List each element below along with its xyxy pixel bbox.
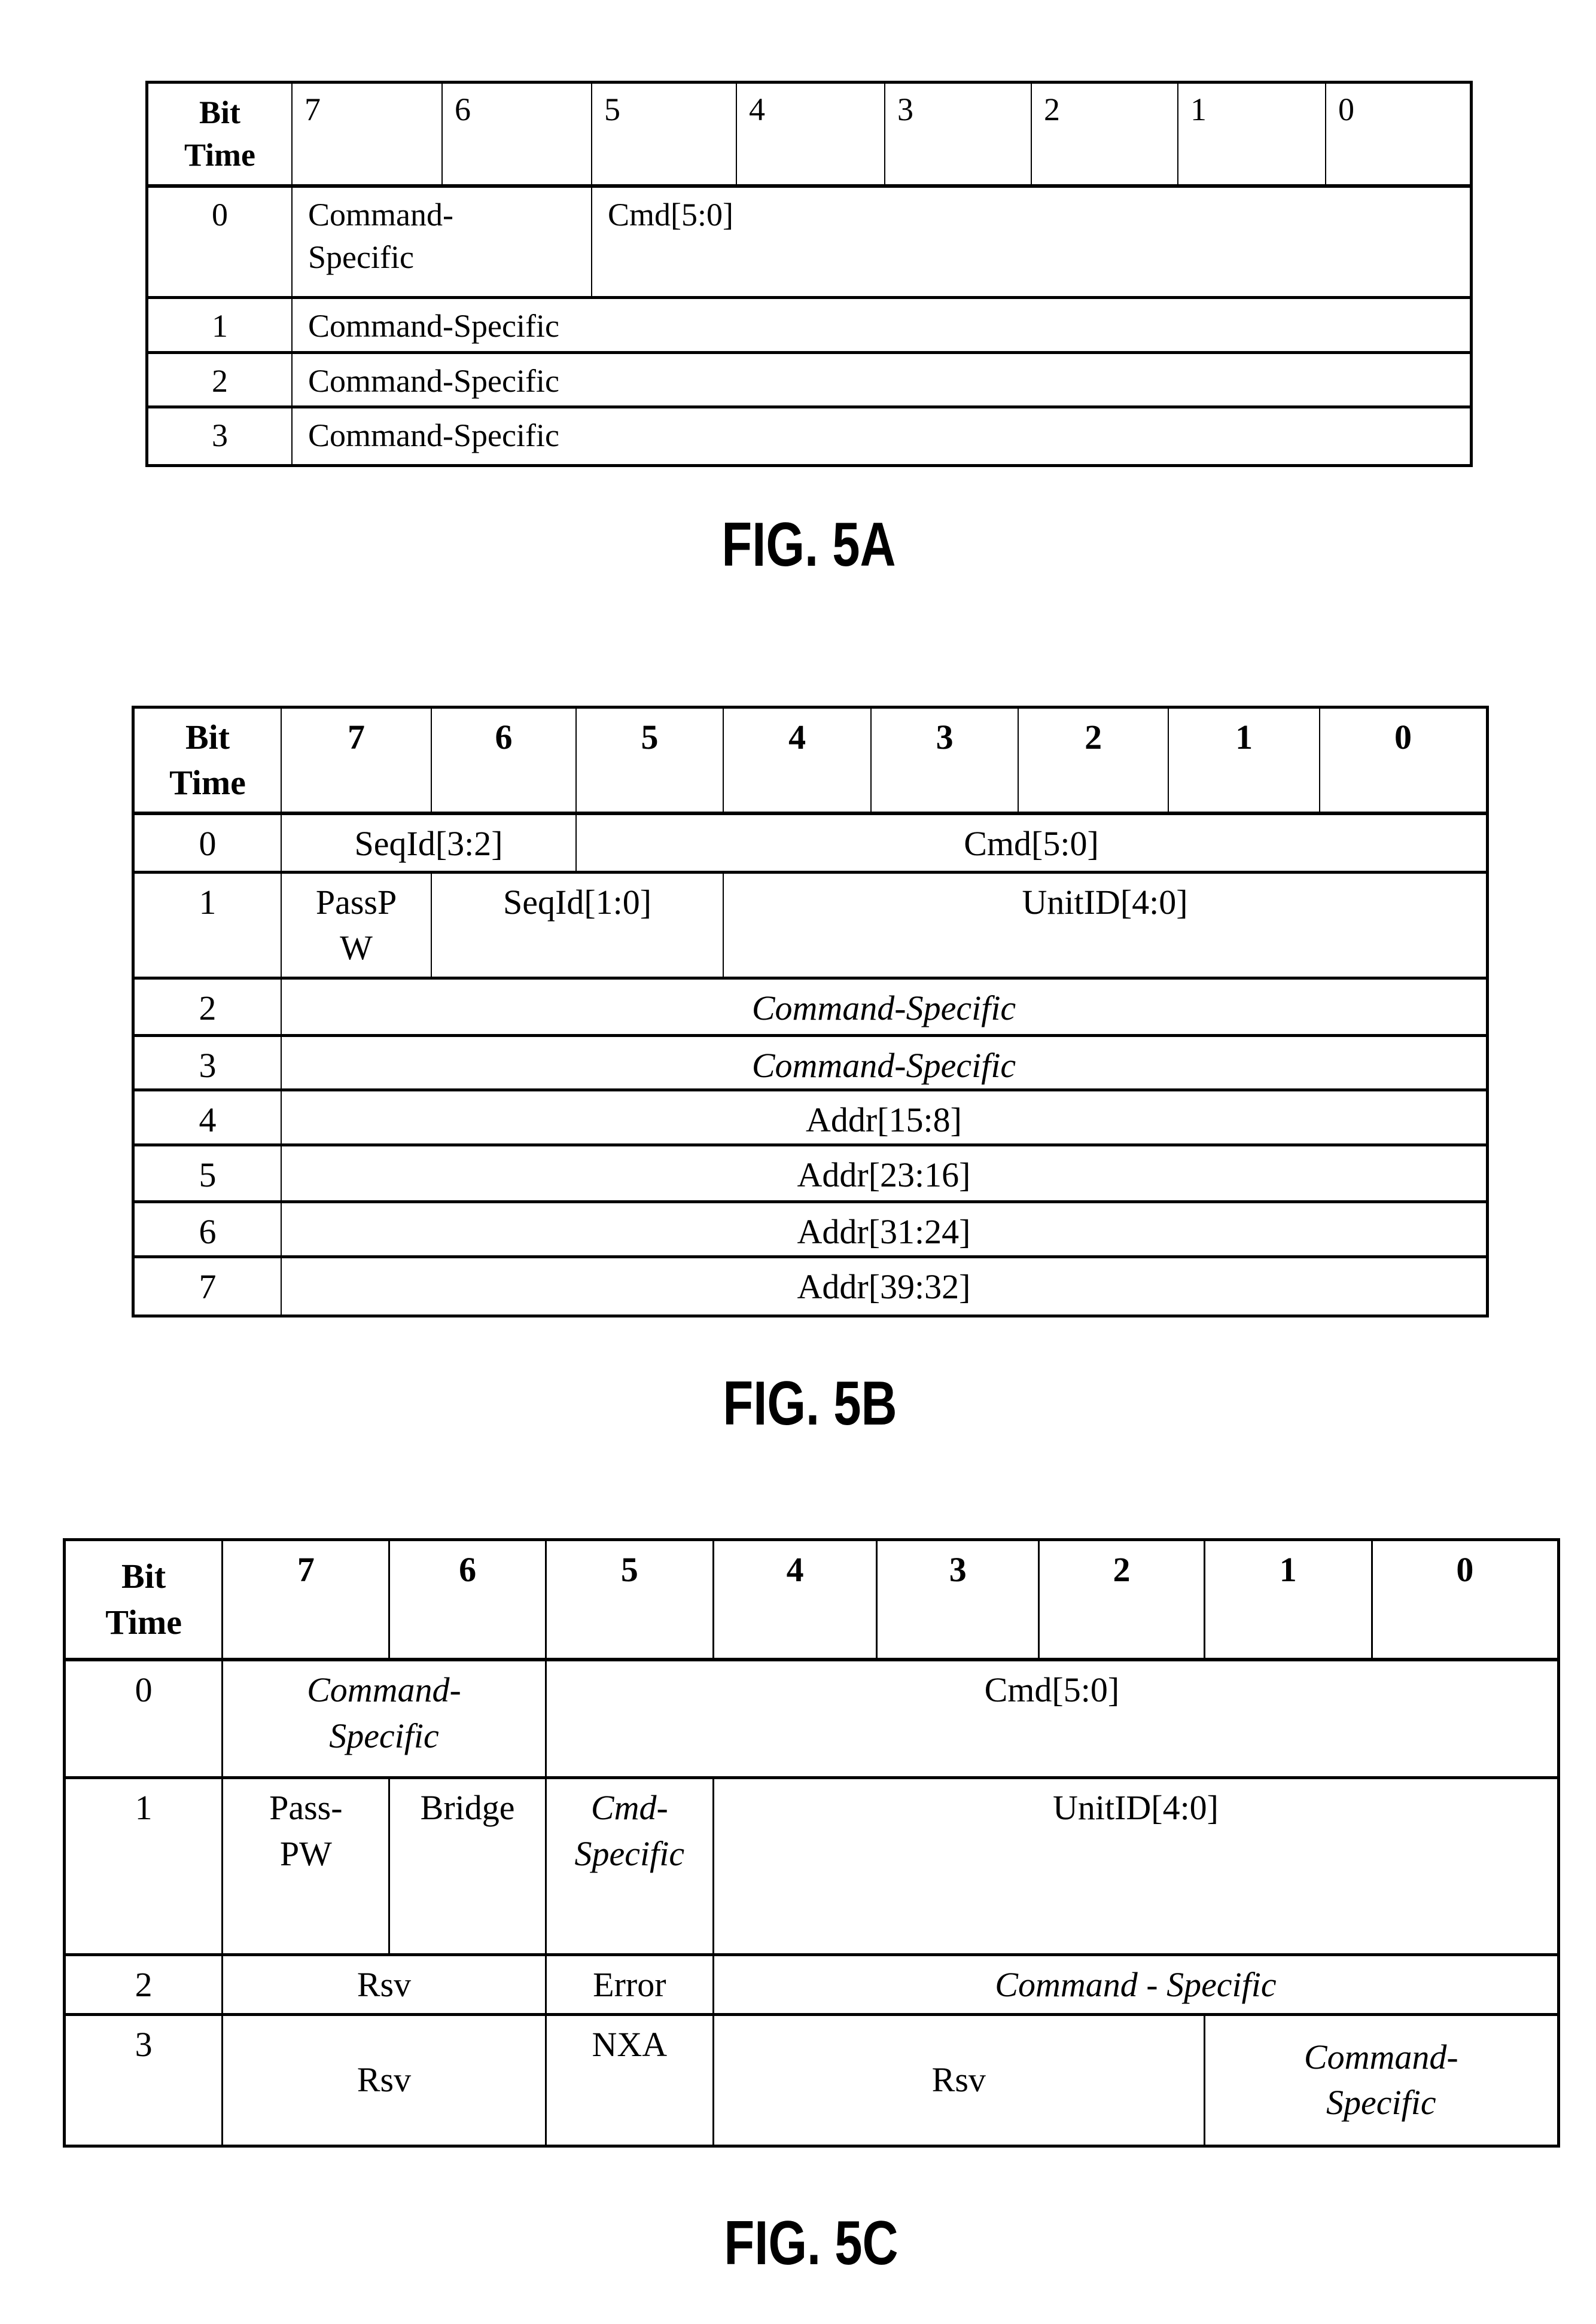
- bit-header-6: 6: [443, 84, 592, 188]
- bit-header-5: 5: [577, 709, 724, 815]
- field-cell: Addr[31:24]: [282, 1203, 1486, 1258]
- bit-time-value: 0: [148, 188, 293, 299]
- bit-time-value: 2: [135, 980, 282, 1037]
- bit-time-value: 2: [66, 1956, 223, 2016]
- field-cell: SeqId[3:2]: [282, 815, 577, 873]
- bit-time-value: 1: [148, 299, 293, 354]
- bit-header-7: 7: [223, 1541, 390, 1661]
- bit-header-0: 0: [1373, 1541, 1557, 1661]
- field-cell: UnitID[4:0]: [714, 1779, 1557, 1956]
- bit-header-2: 2: [1019, 709, 1169, 815]
- bit-time-header: Bit Time: [148, 84, 293, 188]
- bit-header-5: 5: [592, 84, 737, 188]
- field-cell: NXA: [547, 2016, 714, 2145]
- fig5b-table: [132, 706, 1489, 1317]
- field-cell: Command-Specific: [282, 980, 1486, 1037]
- bit-header-6: 6: [390, 1541, 546, 1661]
- bit-header-2: 2: [1032, 84, 1178, 188]
- field-cell: Rsv: [714, 2016, 1205, 2145]
- bit-header-4: 4: [714, 1541, 878, 1661]
- field-cell: Addr[15:8]: [282, 1091, 1486, 1146]
- field-cell: Rsv: [223, 1956, 546, 2016]
- bit-time-value: 2: [148, 354, 293, 409]
- bit-time-value: 7: [135, 1258, 282, 1315]
- bit-header-1: 1: [1178, 84, 1326, 188]
- bit-header-1: 1: [1205, 1541, 1373, 1661]
- field-cell: UnitID[4:0]: [724, 874, 1486, 980]
- bit-header-6: 6: [432, 709, 577, 815]
- figure-caption-5b: FIG. 5B: [723, 1369, 897, 1438]
- bit-time-value: 3: [148, 408, 293, 464]
- figure-caption-5c: FIG. 5C: [724, 2209, 898, 2278]
- field-cell: SeqId[1:0]: [432, 874, 724, 980]
- field-cell: Command-Specific: [308, 417, 559, 454]
- bit-header-7: 7: [282, 709, 432, 815]
- bit-time-value: 3: [135, 1037, 282, 1091]
- fig5c-table: [63, 1538, 1560, 2148]
- field-cell: Command-Specific: [293, 188, 592, 299]
- field-cell: Error: [547, 1956, 714, 2016]
- field-cell: Cmd-Specific: [547, 1779, 714, 1956]
- bit-header-3: 3: [878, 1541, 1040, 1661]
- field-cell: Addr[23:16]: [282, 1146, 1486, 1203]
- bit-header-5: 5: [547, 1541, 714, 1661]
- field-cell: Bridge: [390, 1779, 546, 1956]
- bit-header-7: 7: [293, 84, 443, 188]
- fig5a-table: [145, 81, 1473, 467]
- field-cell: Command-Specific: [223, 1661, 546, 1779]
- field-cell: Pass-PW: [223, 1779, 390, 1956]
- bit-time-value: 1: [135, 874, 282, 980]
- bit-time-value: 6: [135, 1203, 282, 1258]
- bit-time-value: 5: [135, 1146, 282, 1203]
- field-cell: PassPW: [282, 874, 432, 980]
- bit-time-value: 1: [66, 1779, 223, 1956]
- bit-header-2: 2: [1040, 1541, 1205, 1661]
- bit-time-value: 0: [66, 1661, 223, 1779]
- field-cell: Cmd[5:0]: [577, 815, 1486, 873]
- field-cell: Rsv: [223, 2016, 546, 2145]
- bit-time-value: 0: [135, 815, 282, 873]
- field-cell: Cmd[5:0]: [547, 1661, 1557, 1779]
- bit-header-3: 3: [872, 709, 1019, 815]
- bit-time-value: 4: [135, 1091, 282, 1146]
- field-cell: Command-Specific: [282, 1037, 1486, 1091]
- bit-header-1: 1: [1169, 709, 1320, 815]
- bit-header-0: 0: [1320, 709, 1486, 815]
- field-cell: Command - Specific: [714, 1956, 1557, 2016]
- field-cell: Addr[39:32]: [797, 1267, 971, 1306]
- bit-time-header: Bit Time: [66, 1541, 223, 1661]
- field-cell: Command-Specific: [1303, 2037, 1458, 2122]
- field-cell: Command-Specific: [293, 354, 1470, 409]
- field-cell: Command-Specific: [293, 299, 1470, 354]
- bit-header-0: 0: [1326, 84, 1470, 188]
- field-cell: Cmd[5:0]: [592, 188, 1470, 299]
- bit-header-4: 4: [724, 709, 872, 815]
- bit-header-4: 4: [737, 84, 885, 188]
- bit-header-3: 3: [885, 84, 1032, 188]
- bit-time-value: 3: [66, 2016, 223, 2145]
- bit-time-header: Bit Time: [135, 709, 282, 815]
- figure-caption-5a: FIG. 5A: [721, 510, 896, 580]
